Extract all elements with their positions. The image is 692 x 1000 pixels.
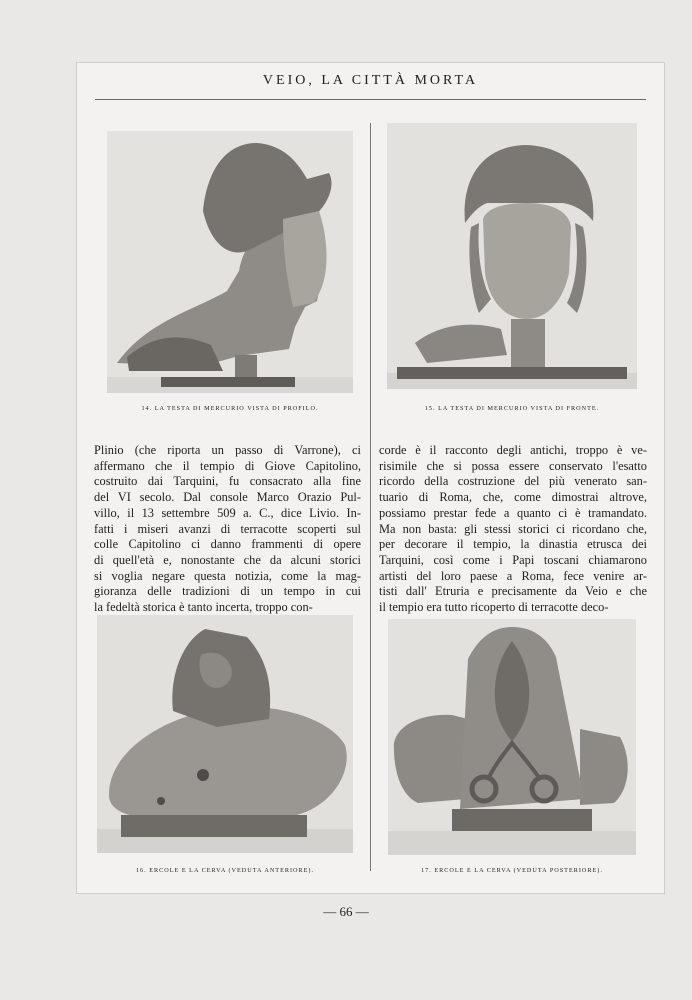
- figure-caption-17: 17. ERCOLE E LA CERVA (VEDUTA POSTERIORE).: [421, 867, 603, 874]
- text-line: tisti dall' Etruria e precisamente da Veio e che: [379, 584, 647, 599]
- text-line: Tarquini, così come i Papi toscani chiamarono: [379, 552, 647, 567]
- text-column-right: [379, 443, 647, 616]
- book-page: [76, 62, 665, 894]
- running-header: VEIO, LA CITTÀ MORTA: [262, 73, 479, 88]
- text-line: la fedeltà storica è tanto incerta, troppo con-: [94, 600, 313, 615]
- column-divider: [370, 123, 371, 871]
- text-line: colle Capitolino ci danno frammenti di opere: [94, 537, 361, 552]
- photo-mercury-profile: [107, 131, 353, 393]
- text-line: risimile che si possa essere conservato l'esatto: [379, 458, 647, 473]
- photo-hercules-back: [388, 619, 636, 855]
- text-line: del VI secolo. Dal console Marco Orazio Pul-: [94, 490, 361, 505]
- text-line: Plinio (che riporta un passo di Varrone), ci: [94, 443, 361, 457]
- text-line: di quell'età e, nonostante che da alcuni storici: [94, 552, 361, 567]
- figure-caption-16: 16. ERCOLE E LA CERVA (VEDUTA ANTERIORE).: [135, 867, 315, 874]
- text-line: ricordo della costruzione del più venerato san-: [379, 474, 647, 489]
- text-line: costruito dai Tarquini, fu consacrato alla fine: [94, 474, 361, 489]
- page-number: — 66 —: [323, 904, 369, 919]
- text-line: affermano che il tempio di Giove Capitolino,: [94, 458, 361, 473]
- photo-hercules-front: [97, 615, 353, 853]
- text-line: fatti i miseri avanzi di terracotte scoperti sul: [94, 521, 361, 536]
- text-line: si voglia negare questa notizia, come la mag-: [94, 568, 361, 583]
- photo-mercury-front: [387, 123, 637, 389]
- text-line: Ma non basta: gli stessi storici ci ricordano che,: [379, 521, 647, 536]
- text-line: corde è il racconto degli antichi, troppo è ve-: [379, 443, 647, 457]
- text-line: gioranza delle tradizioni di un tempo in cui: [94, 584, 361, 599]
- header-rule: [95, 99, 646, 100]
- figure-caption-14: 14. LA TESTA DI MERCURIO VISTA DI PROFILO.: [141, 405, 319, 412]
- text-line: per decorare il tempio, la dinastia etrusca dei: [379, 537, 647, 552]
- text-line: possiamo prestar fede a quanto ci è tramandato.: [379, 505, 647, 520]
- text-line: villo, il 13 settembre 509 a. C., dice Livio. In-: [94, 505, 361, 520]
- text-line: artisti del loro paese a Roma, fece venire ar-: [379, 568, 647, 583]
- text-line: il tempio era tutto ricoperto di terracotte deco-: [379, 600, 609, 615]
- text-line: tuario di Roma, che, come dimostrai altrove,: [379, 490, 647, 505]
- figure-caption-15: 15. LA TESTA DI MERCURIO VISTA DI FRONTE.: [424, 405, 600, 412]
- text-column-left: [94, 443, 361, 616]
